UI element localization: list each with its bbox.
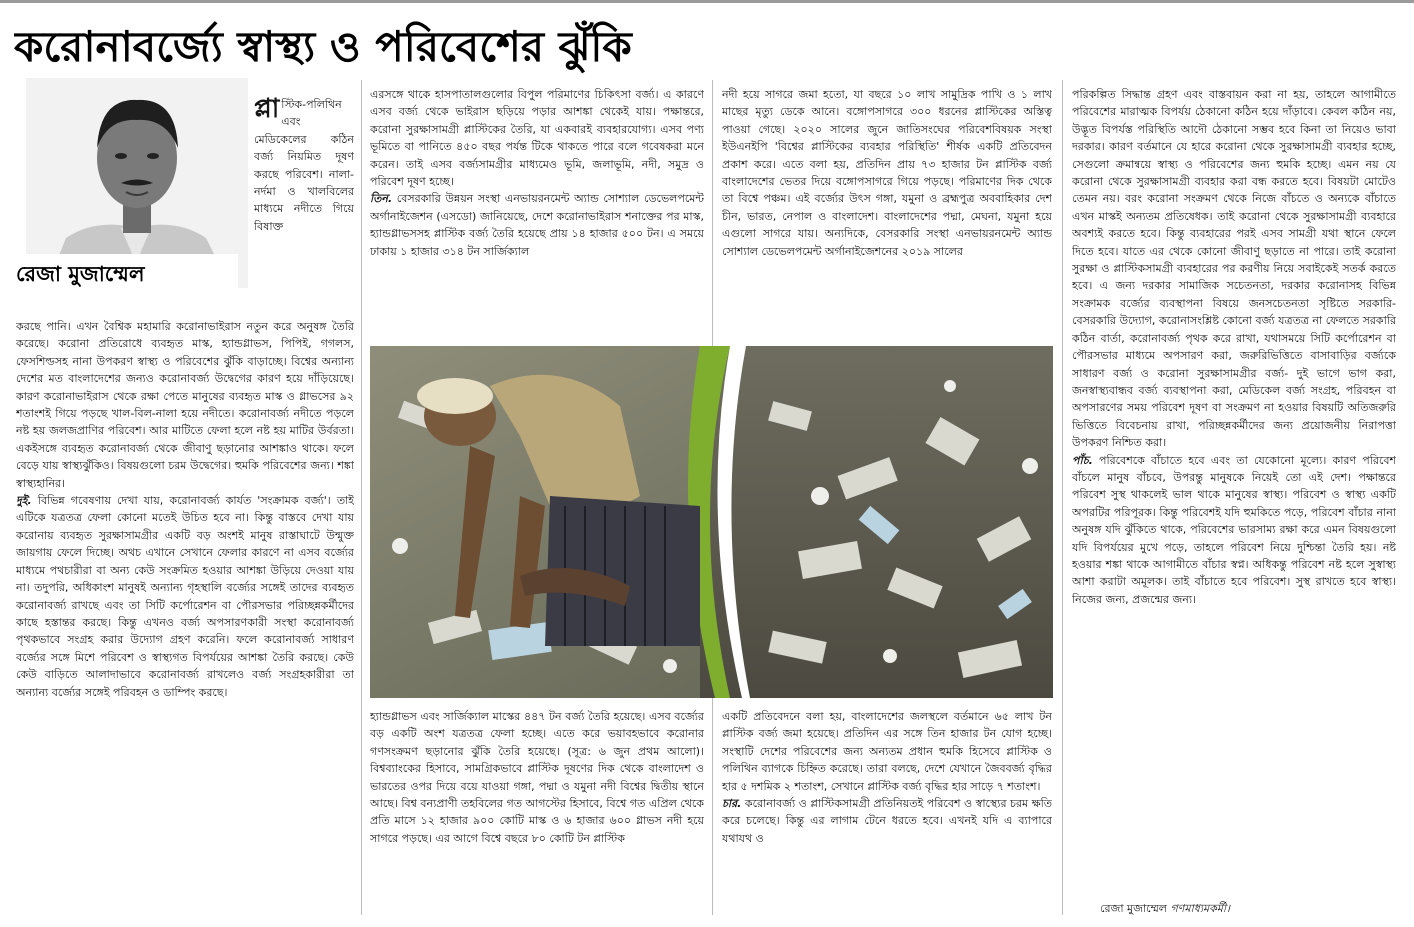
paragraph [16, 492, 354, 701]
drop-cap: প্লা [254, 96, 280, 124]
paragraph-text: বিভিন্ন গবেষণায় দেখা যায়, করোনাবর্জ্য কার্যত 'সংক্রামক বর্জ্য'। তাই এটিকে যত্রতত্র ফেলা কোনো মতেই উচিত হবে না। কিন্তু বাস্তবে দেখা যায় করোনায় ব্যবহৃত সুরক্ষাসামগ্রীর একটি বড় অংশই মানুষ রাস্তাঘাটে উন্মুক্ত জায়গায় ফেলে দিচ্ছে। অথচ এখানে সেখানে ফেলার কারণে না এসব বর্জ্যের মাধ্যমে পথচারীরা বা অন্য কেউ সংক্রমিত হওয়ার আশঙ্কা উড়িয়ে দেওয়া যায় না। তদুপরি, অধিকাংশ মানুষই অন্যান্য গৃহস্থালি বর্জ্যের সঙ্গেই তাদের ব্যবহৃত করোনাবর্জ্য রাখছে এবং তা সিটি কর্পোরেশন বা পৌরসভার পরিচ্ছন্নকর্মীদের কাছে হস্তান্তর করছে। কিন্তু এখনও বর্জ্য অপসারণকারী সংস্থা করোনাবর্জ্য পৃথকভাবে সংগ্রহ করার উদ্যোগ গ্রহণ করেনি। ফলে করোনাবর্জ্য সাধারণ বর্জ্যের সঙ্গে মিশে পরিবেশ ও স্বাস্থ্যগত বিপর্যয়ের আশঙ্কা তৈরি করছে। কেউ কেউ বাড়িতে আলাদাভাবে করোনাবর্জ্য রাখলেও বর্জ্য সংগ্রহকারীরা তা অন্যান্য বর্জ্যের সঙ্গেই পরিবহন ও ডাম্পিং করছে। [16, 494, 354, 699]
paragraph: হ্যান্ডগ্লাভস এবং সার্জিক্যাল মাস্কের ৪৪৭ টন বর্জ্য তৈরি হয়েছে। এসব বর্জ্যের বড় একটি অংশ যত্রতত্র ফেলা হচ্ছে। এতে করে ভয়াবহভাবে করোনার গণসংক্রমণ ছড়ানোর ঝুঁকি তৈরি হয়েছে। (সূত্র: ৬ জুন প্রথম আলো)। বিশ্বব্যাংকের হিসাবে, সামগ্রিকভাবে প্লাস্টিক দূষণের দিক থেকে বাংলাদেশ ও ভারতের ওপর দিয়ে বয়ে যাওয়া গঙ্গা, পদ্মা ও যমুনা নদী বিশ্বের দ্বিতীয় স্থানে আছে। বিশ্ব বন্যপ্রাণী তহবিলের গত আগস্টের হিসাবে, বিশ্বে গত এপ্রিল থেকে প্রতি মাসে ১২ হাজার ৯০০ কোটি মাস্ক ও ৬ হাজার ৬০০ গ্লাভস নদী হয়ে সাগরে পড়ছে। এর আগে বিশ্বে বছরে ৮০ কোটি টন প্লাস্টিক [370, 710, 704, 845]
paragraph-text: পরিবেশকে বাঁচাতে হবে এবং তা যেকোনো মূল্যে। কারণ পরিবেশ বাঁচলে মানুষ বাঁচবে, উপরন্তু মানুষকে নিয়েই তো এই দেশ। পক্ষান্তরে পরিবেশ সুস্থ থাকলেই ভাল থাকে মানুষের স্বাস্থ্য। পরিবেশ ও স্বাস্থ্য একটি অপরটির পরিপূরক। কিন্তু পরিবেশই যদি হুমকিতে পড়ে, পরিবেশ বাঁচার নানা অনুষঙ্গ যদি ঝুঁকিতে থাকে, পরিবেশের ভারসাম্য রক্ষা করে এমন বিষয়গুলো যদি বিপর্যয়ের মুখে পড়ে, তাহলে পরিবেশ নিয়ে দুশ্চিন্তা তৈরি হয়। নষ্ট হওয়ার শঙ্কা থাকে আগামীতে বাঁচার স্বপ্ন। অধিকন্তু পরিবেশ নষ্ট হলে সুস্বাস্থ্য আশা করাটা অমূলক। তাই বাঁচাতে হবে পরিবেশ। সুস্থ রাখতে হবে স্বাস্থ্য। নিজের জন্য, প্রজন্মের জন্য। [1072, 453, 1396, 606]
signature-name: রেজা মুজাম্মেল [1100, 902, 1167, 915]
author-signature [1100, 900, 1390, 918]
section-number: চার. [722, 797, 742, 811]
paragraph [722, 795, 1052, 847]
section-number: তিন. [370, 192, 393, 206]
paragraph: এরসঙ্গে থাকে হাসপাতালগুলোর বিপুল পরিমাণের চিকিৎসা বর্জ্য। এ কারণে এসব বর্জ্য থেকে ভাইরাস ছড়িয়ে পড়ার আশঙ্কা থেকেই যায়। পক্ষান্তরে, করোনা সুরক্ষাসামগ্রী প্লাস্টিকের তৈরি, যা একবারই ব্যবহারযোগ্য। এসব পণ্য ভূমিতে বা পানিতে ৪৫০ বছর পর্যন্ত টিকে থাকতে পারে বলে গবেষকরা মনে করেন। তাই এসব বর্জ্যসামগ্রীর মাধ্যমেও ভূমি, জলাভূমি, নদী, সমুদ্র ও পরিবেশ দূষণ হচ্ছে। [370, 88, 704, 189]
paragraph-text: বেসরকারি উন্নয়ন সংস্থা এনভায়রনমেন্ট অ্যান্ড সোশ্যাল ডেভেলপমেন্ট অর্গানাইজেশন (এসডো) জানিয়েছে, দেশে করোনাভাইরাস শনাক্তের পর মাস্ক, হ্যান্ডগ্লাভসসহ প্লাস্টিক বর্জ্য তৈরি হয়েছে প্রায় ১৪ হাজার ৫০০ টন। এ সময়ে ঢাকায় ১ হাজার ৩১৪ টন সার্জিক্যাল [370, 192, 704, 258]
column-divider [361, 80, 362, 915]
paragraph-text: করোনাবর্জ্য ও প্লাস্টিকসামগ্রী প্রতিনিয়তই পরিবেশ ও স্বাস্থ্যের চরম ক্ষতি করে চলেছে। কিন্তু এর লাগাম টেনে ধরতে হবে। এখনই যদি এ ব্যাপারে যথাযথ ও [722, 797, 1052, 845]
paragraph [370, 190, 704, 260]
column-2-bottom [370, 708, 704, 918]
paragraph: একটি প্রতিবেদনে বলা হয়, বাংলাদেশের জলস্থলে বর্তমানে ৬৫ লাখ টন প্লাস্টিক বর্জ্য জমা হয়েছে। প্রতিদিন এর সঙ্গে তিন হাজার টন যোগ হচ্ছে। সংস্থাটি দেশের পরিবেশের জন্য অন্যতম প্রধান হুমকি হিসেবে প্লাস্টিক ও পলিথিন ব্যাগকে চিহ্নিত করেছে। তারা বলছে, দেশে যেখানে জৈববর্জ্য বৃদ্ধির হার ৫ দশমিক ২ শতাংশ, সেখানে প্লাস্টিক বর্জ্য বৃদ্ধির হার সাড়ে ৭ শতাংশ। [722, 710, 1052, 793]
page-top-rule [0, 0, 1414, 3]
author-byline: রেজা মুজাম্মেল [16, 262, 145, 286]
paragraph [1072, 452, 1396, 609]
column-4 [1072, 86, 1396, 898]
column-1 [16, 318, 354, 918]
paragraph: পরিকল্পিত সিদ্ধান্ত গ্রহণ এবং বাস্তবায়ন করা না হয়, তাহলে আগামীতে পরিবেশের মারাত্মক বিপর্যয় ঠেকানো কঠিন হয়ে দাঁড়াবে। কেবল কঠিন নয়, উদ্ভূত বিপর্যস্ত পরিস্থিতি আদৌ ঠেকানো সম্ভব হবে কিনা তা নিয়েও ভাবা দরকার। কারণ বর্তমানে যে হারে করোনা থেকে সুরক্ষাসামগ্রী ব্যবহার হচ্ছে, সেগুলো ক্রমান্বয়ে স্বাস্থ্য ও পরিবেশের জন্য হুমকি হচ্ছে। এমন নয় যে করোনা থেকে সুরক্ষাসামগ্রী ব্যবহার করা বন্ধ করতে হবে। বিষয়টা মোটেও তেমন নয়। বরং করোনা সংক্রমণ থেকে নিজে বাঁচতে ও অন্যকে বাঁচাতে এখন মাস্কই অন্যতম প্রতিষেধক। তাই করোনা থেকে সুরক্ষাসামগ্রী ব্যবহারে অবশ্যই করতে হবে। কিন্তু ব্যবহারের পরই এসব সামগ্রী যথা স্থানে ফেলে দিতে হবে। যাতে এর থেকে কোনো জীবাণু ছড়াতে না পারে। তাই করোনা সুরক্ষা ও প্লাস্টিকসামগ্রী ব্যবহারের পর করণীয় নিয়ে সবাইকেই সতর্ক করতে হবে। এ জন্য দরকার সামাজিক সচেতনতা, দরকার করোনাসহ বিভিন্ন সংক্রামক বর্জ্যের ব্যবস্থাপনা বিষয়ে জনসচেতনতা সৃষ্টিতে সরকারি-বেসরকারি উদ্যোগ, করোনাসংশ্লিষ্ট কোনো বর্জ্য যত্রতত্র না ফেলতে সরকারি কঠিন বার্তা, করোনাবর্জ্য পৃথক করে রাখা, যথাসময়ে সিটি কর্পোরেশন বা পৌরসভার মাধ্যমে অপসারণ করা, জরুরিভিত্তিতে বাসাবাড়ির বর্জ্যকে সাধারণ বর্জ্য ও করোনা সুরক্ষাসামগ্রীর বর্জ্য- দুই ভাগে ভাগ করা, জনস্বাস্থ্যবান্ধব বর্জ্য ব্যবস্থাপনা করা, মেডিকেল বর্জ্য সংগ্রহ, পরিবহন বা অপসারণের সময় পরিবেশ দূষণ বা সংক্রমণ না হওয়ার বিষয়টি অতিজরুরি ভিত্তিতে বিবেচনায় রাখা, পরিচ্ছন্নকর্মীদের জন্য প্রয়োজনীয় নিরাপত্তা উপকরণ নিশ্চিত করা। [1072, 88, 1396, 450]
intro-text: স্টিক-পলিথিন এবং মেডিকেলের কঠিন বর্জ্য নিয়মিত দূষণ করছে পরিবেশ। নালা-নর্দমা ও খালবিলের মাধ্যমে নদীতে গিয়ে বিষাক্ত [254, 98, 354, 233]
section-number: পাঁচ. [1072, 453, 1093, 467]
signature-role: গণমাধ্যমকর্মী। [1170, 902, 1230, 915]
column-3-bottom [722, 708, 1052, 918]
column-1-intro [254, 96, 354, 314]
column-3 [722, 86, 1052, 342]
column-2 [370, 86, 704, 342]
paragraph: নদী হয়ে সাগরে জমা হতো, যা বছরে ১০ লাখ সামুদ্রিক পাখি ও ১ লাখ মাছের মৃত্যু ডেকে আনে। বঙ্গোপসাগরে ৩০০ ধরনের প্লাস্টিকের অস্তিত্ব পাওয়া গেছে। ২০২০ সালের জুনে জাতিসংঘের পরিবেশবিষয়ক সংস্থা ইউএনইপি 'বিশ্বের প্লাস্টিকের ব্যবহার পরিস্থিতি' শীর্ষক একটি প্রতিবেদন প্রকাশ করে। এতে বলা হয়, প্রতিদিন প্রায় ৭৩ হাজার টন প্লাস্টিক বর্জ্য বাংলাদেশের ভেতর দিয়ে বঙ্গোপসাগরে গিয়ে পড়ছে। পরিমাণের দিক থেকে তা বিশ্বে পঞ্চম। এই বর্জ্যের উৎস গঙ্গা, যমুনা ও ব্রহ্মপুত্র অববাহিকার দেশ চীন, ভারত, নেপাল ও বাংলাদেশ। বাংলাদেশের পদ্মা, মেঘনা, যমুনা হয়ে এগুলো সাগরে যায়। অন্যদিকে, বেসরকারি সংস্থা এনভায়রনমেন্ট অ্যান্ড সোশ্যাল ডেভেলপমেন্ট অর্গানাইজেশনের ২০১৯ সালের [722, 88, 1052, 258]
article-headline: করোনাবর্জ্যে স্বাস্থ্য ও পরিবেশের ঝুঁকি [14, 22, 632, 71]
section-number: দুই. [16, 494, 32, 508]
column-divider [1062, 80, 1063, 915]
article-photo [370, 346, 1053, 698]
paragraph: করছে পানি। এখন বৈশ্বিক মহামারি করোনাভাইরাস নতুন করে অনুষঙ্গ তৈরি করেছে। করোনা প্রতিরোধে ব্যবহৃত মাস্ক, হ্যান্ডগ্লাভস, পিপিই, গগলস, ফেসশিল্ডসহ নানা উপকরণ স্বাস্থ্য ও পরিবেশের ঝুঁকি বাড়াচ্ছে। বিশ্বের অন্যান্য দেশের মত বাংলাদেশের জন্যও করোনাবর্জ্য উদ্বেগের কারণ হয়ে দাঁড়িয়েছে। কারণ করোনাভাইরাস থেকে রক্ষা পেতে মানুষের ব্যবহৃত মাস্ক ও গ্লাভসের ৯২ শতাংশই গিয়ে পড়ছে খাল-বিল-নালা হয়ে নদীতে। করোনাবর্জ্য নদীতে পড়লে নষ্ট হয় জলজপ্রাণির পরিবেশ। আর মাটিতে ফেলা হলে নষ্ট হয় মাটির উর্বরতা। একইসঙ্গে ব্যবহৃত করোনাবর্জ্য থেকে জীবাণু ছড়ানোর আশঙ্কাও থাকে। ফলে বেড়ে যায় স্বাস্থ্যঝুঁকিও। বিষয়গুলো চরম উদ্বেগের। হুমকি পরিবেশের জন্য। শঙ্কা স্বাস্থ্যহানির। [16, 320, 354, 490]
